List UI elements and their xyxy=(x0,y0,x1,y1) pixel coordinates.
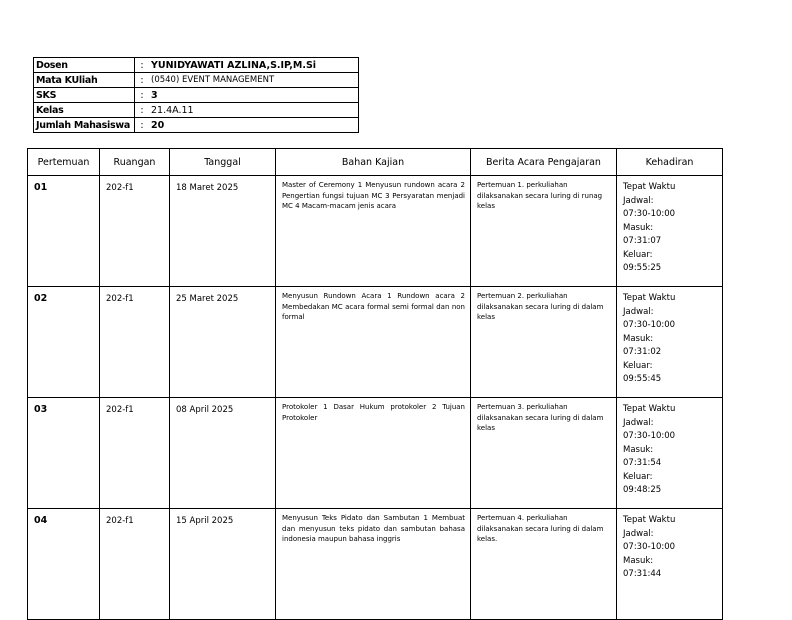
column-header-berita-acara: Berita Acara Pengajaran xyxy=(471,149,617,176)
info-label: Mata KUliah xyxy=(34,73,135,88)
kehadiran-label: Keluar: xyxy=(623,360,653,371)
kehadiran-cell xyxy=(617,509,723,620)
pertemuan-cell: 01 xyxy=(28,176,100,287)
kehadiran-value: 07:30-10:00 xyxy=(623,209,676,219)
table-row xyxy=(28,176,723,287)
kehadiran-status: Tepat Waktu xyxy=(623,515,676,525)
kehadiran-label: Keluar: xyxy=(623,471,653,482)
info-row-dosen xyxy=(34,58,359,73)
kehadiran-value: 09:55:45 xyxy=(623,374,662,384)
table-header-row xyxy=(28,149,723,176)
kehadiran-label: Masuk: xyxy=(623,333,654,344)
kehadiran-value: 07:31:02 xyxy=(623,347,662,357)
kehadiran-label: Jadwal: xyxy=(623,417,654,428)
info-row-sks xyxy=(34,88,359,103)
table-row xyxy=(28,398,723,509)
tanggal-cell: 15 April 2025 xyxy=(170,509,276,620)
column-header-bahan-kajian: Bahan Kajian xyxy=(276,149,471,176)
ruangan-cell: 202-f1 xyxy=(100,398,170,509)
kehadiran-cell xyxy=(617,398,723,509)
info-value-mata-kuliah: (0540) EVENT MANAGEMENT xyxy=(149,73,359,88)
info-colon: : xyxy=(135,103,150,118)
bahan-kajian-cell: Protokoler 1 Dasar Hukum protokoler 2 Tujuan Protokoler xyxy=(276,398,471,509)
ruangan-cell: 202-f1 xyxy=(100,287,170,398)
kehadiran-value: 09:48:25 xyxy=(623,485,662,495)
kehadiran-status: Tepat Waktu xyxy=(623,293,676,303)
kehadiran-label: Keluar: xyxy=(623,249,653,260)
info-colon: : xyxy=(135,88,150,103)
kehadiran-label: Masuk: xyxy=(623,555,654,566)
column-header-pertemuan: Pertemuan xyxy=(28,149,100,176)
kehadiran-label: Jadwal: xyxy=(623,528,654,539)
bahan-kajian-cell: Menyusun Teks Pidato dan Sambutan 1 Membuat dan menyusun teks pidato dan sambutan bahasa indonesia maupun bahasa inggris xyxy=(276,509,471,620)
info-label: SKS xyxy=(34,88,135,103)
info-row-jumlah-mahasiswa xyxy=(34,118,359,133)
column-header-ruangan: Ruangan xyxy=(100,149,170,176)
info-value-sks: 3 xyxy=(149,88,359,103)
kehadiran-value: 07:31:54 xyxy=(623,458,662,468)
kehadiran-cell xyxy=(617,176,723,287)
info-row-kelas xyxy=(34,103,359,118)
kehadiran-status: Tepat Waktu xyxy=(623,404,676,414)
kehadiran-status: Tepat Waktu xyxy=(623,182,676,192)
tanggal-cell: 08 April 2025 xyxy=(170,398,276,509)
info-colon: : xyxy=(135,73,150,88)
column-header-kehadiran: Kehadiran xyxy=(617,149,723,176)
info-value-jumlah-mahasiswa: 20 xyxy=(149,118,359,133)
pertemuan-cell: 02 xyxy=(28,287,100,398)
pertemuan-cell: 04 xyxy=(28,509,100,620)
kehadiran-label: Jadwal: xyxy=(623,306,654,317)
info-value-kelas: 21.4A.11 xyxy=(149,103,359,118)
info-row-mata-kuliah xyxy=(34,73,359,88)
info-colon: : xyxy=(135,118,150,133)
kehadiran-label: Jadwal: xyxy=(623,195,654,206)
tanggal-cell: 25 Maret 2025 xyxy=(170,287,276,398)
bahan-kajian-cell: Menyusun Rundown Acara 1 Rundown acara 2 Membedakan MC acara formal semi formal dan non formal xyxy=(276,287,471,398)
tanggal-cell: 18 Maret 2025 xyxy=(170,176,276,287)
info-value-dosen: YUNIDYAWATI AZLINA,S.IP,M.Si xyxy=(149,58,359,73)
pertemuan-cell: 03 xyxy=(28,398,100,509)
kehadiran-label: Masuk: xyxy=(623,222,654,233)
info-colon: : xyxy=(135,58,150,73)
table-row xyxy=(28,287,723,398)
info-label: Kelas xyxy=(34,103,135,118)
attendance-table xyxy=(27,148,723,620)
kehadiran-value: 07:31:44 xyxy=(623,569,662,579)
kehadiran-value: 07:30-10:00 xyxy=(623,542,676,552)
berita-acara-cell: Pertemuan 1. perkuliahan dilaksanakan secara luring di runag kelas xyxy=(471,176,617,287)
kehadiran-label: Masuk: xyxy=(623,444,654,455)
berita-acara-cell: Pertemuan 2. perkuliahan dilaksanakan secara luring di dalam kelas xyxy=(471,287,617,398)
kehadiran-value: 07:30-10:00 xyxy=(623,431,676,441)
berita-acara-cell: Pertemuan 3. perkuliahan dilaksanakan secara luring di dalam kelas xyxy=(471,398,617,509)
ruangan-cell: 202-f1 xyxy=(100,176,170,287)
info-label: Dosen xyxy=(34,58,135,73)
kehadiran-value: 09:55:25 xyxy=(623,263,662,273)
ruangan-cell: 202-f1 xyxy=(100,509,170,620)
berita-acara-cell: Pertemuan 4. perkuliahan dilaksanakan secara luring di dalam kelas. xyxy=(471,509,617,620)
course-info-table xyxy=(33,57,359,133)
table-row xyxy=(28,509,723,620)
kehadiran-cell xyxy=(617,287,723,398)
kehadiran-value: 07:31:07 xyxy=(623,236,662,246)
kehadiran-value: 07:30-10:00 xyxy=(623,320,676,330)
info-label: Jumlah Mahasiswa xyxy=(34,118,135,133)
bahan-kajian-cell: Master of Ceremony 1 Menyusun rundown acara 2 Pengertian fungsi tujuan MC 3 Persyaratan menjadi MC 4 Macam-macam jenis acara xyxy=(276,176,471,287)
column-header-tanggal: Tanggal xyxy=(170,149,276,176)
